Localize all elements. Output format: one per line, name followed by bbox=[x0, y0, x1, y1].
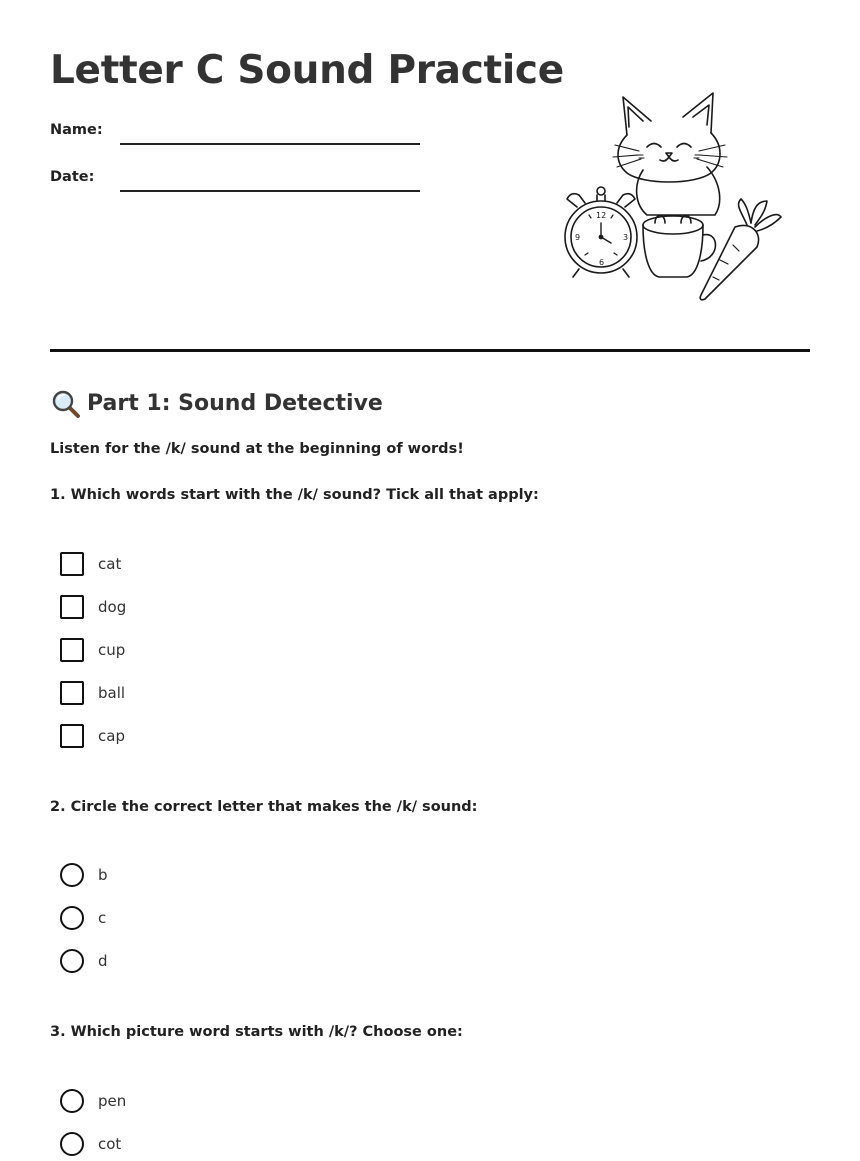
clock-number-9: 9 bbox=[575, 233, 581, 242]
date-field bbox=[50, 169, 94, 185]
option-label: cat bbox=[98, 555, 122, 573]
name-write-line[interactable] bbox=[120, 143, 420, 145]
part1-heading bbox=[50, 388, 383, 418]
clock-number-12: 12 bbox=[596, 211, 607, 220]
cat-mouth bbox=[660, 157, 678, 161]
option-label: c bbox=[98, 909, 107, 927]
option-label: pen bbox=[98, 1092, 127, 1110]
option-label: cap bbox=[98, 727, 125, 745]
checkbox[interactable] bbox=[60, 552, 84, 576]
magnifying-glass-icon bbox=[50, 388, 80, 418]
q1-option-dog[interactable] bbox=[60, 595, 126, 619]
checkbox[interactable] bbox=[60, 595, 84, 619]
option-label: cup bbox=[98, 641, 126, 659]
part1-heading-text: Part 1: Sound Detective bbox=[87, 390, 383, 416]
alarm-clock bbox=[565, 187, 637, 277]
checkbox[interactable] bbox=[60, 724, 84, 748]
q3-option-pen[interactable] bbox=[60, 1089, 126, 1113]
date-write-line[interactable] bbox=[120, 190, 420, 192]
option-label: ball bbox=[98, 684, 126, 702]
q2-option-b[interactable] bbox=[60, 863, 108, 887]
checkbox[interactable] bbox=[60, 681, 84, 705]
clock-number-3: 3 bbox=[623, 233, 629, 242]
option-label: d bbox=[98, 952, 108, 970]
carrot bbox=[700, 199, 781, 300]
q1-option-ball[interactable] bbox=[60, 681, 125, 705]
option-label: cot bbox=[98, 1135, 122, 1153]
question-3-prompt: 3. Which picture word starts with /k/? Choose one: bbox=[50, 1024, 463, 1040]
clock-number-6: 6 bbox=[599, 258, 605, 267]
q2-option-d[interactable] bbox=[60, 949, 108, 973]
part1-instructions: Listen for the /k/ sound at the beginning of words! bbox=[50, 441, 464, 457]
checkbox[interactable] bbox=[60, 638, 84, 662]
q3-option-cot[interactable] bbox=[60, 1132, 121, 1156]
radio-button[interactable] bbox=[60, 949, 84, 973]
radio-button[interactable] bbox=[60, 906, 84, 930]
cat-body bbox=[637, 167, 720, 215]
name-field bbox=[50, 122, 103, 138]
header-divider bbox=[50, 349, 810, 352]
radio-button[interactable] bbox=[60, 1132, 84, 1156]
question-2-prompt: 2. Circle the correct letter that makes the /k/ sound: bbox=[50, 799, 478, 815]
radio-button[interactable] bbox=[60, 863, 84, 887]
cat-illustration bbox=[555, 85, 790, 307]
cup bbox=[643, 216, 716, 278]
q1-option-cap[interactable] bbox=[60, 724, 125, 748]
q1-option-cat[interactable] bbox=[60, 552, 121, 576]
q1-option-cup[interactable] bbox=[60, 638, 125, 662]
name-label: Name: bbox=[50, 122, 103, 138]
option-label: b bbox=[98, 866, 108, 884]
date-label: Date: bbox=[50, 169, 95, 185]
option-label: dog bbox=[98, 598, 127, 616]
worksheet-title: Letter C Sound Practice bbox=[50, 48, 564, 93]
cat-right-eye bbox=[677, 144, 691, 148]
question-1-prompt: 1. Which words start with the /k/ sound? Tick all that apply: bbox=[50, 487, 539, 503]
radio-button[interactable] bbox=[60, 1089, 84, 1113]
q2-option-c[interactable] bbox=[60, 906, 106, 930]
cat-left-eye bbox=[647, 144, 661, 148]
